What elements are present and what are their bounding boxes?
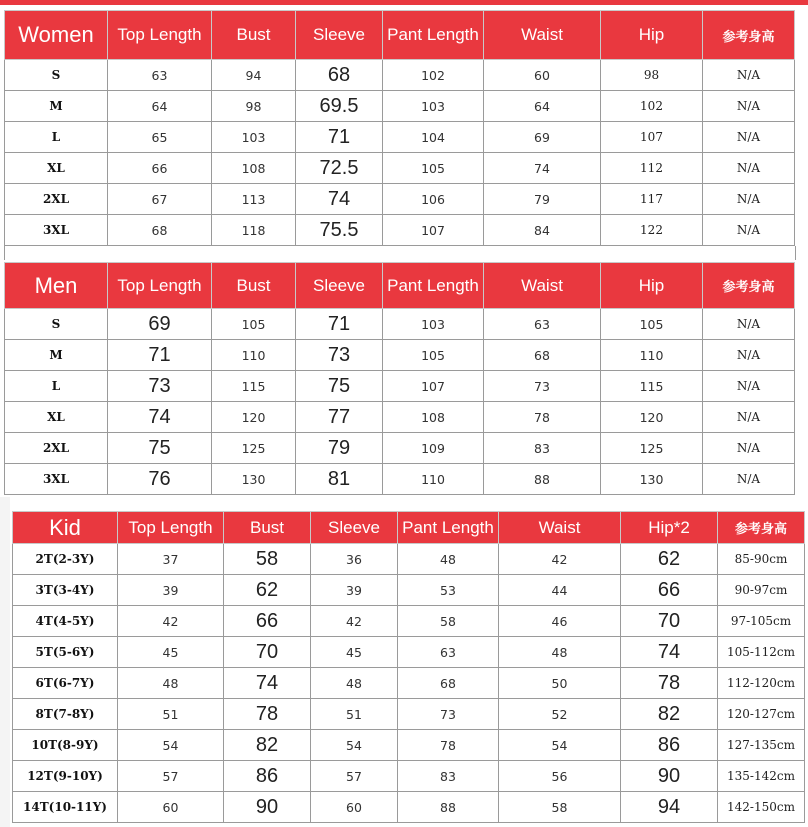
size-label: XL xyxy=(5,153,108,184)
bust-cell: 110 xyxy=(212,340,296,371)
men-header-row xyxy=(5,263,795,309)
height-cell: N/A xyxy=(703,91,795,122)
height-cell: 135-142cm xyxy=(718,761,805,792)
left-shade xyxy=(0,497,10,827)
bust-cell: 58 xyxy=(224,544,311,575)
top-length-cell: 75 xyxy=(108,433,212,464)
table-row xyxy=(5,60,795,91)
header-sleeve: Sleeve xyxy=(296,263,383,309)
pant-length-cell: 109 xyxy=(383,433,484,464)
pant-length-cell: 102 xyxy=(383,60,484,91)
pant-length-cell: 107 xyxy=(383,371,484,402)
top-length-cell: 37 xyxy=(118,544,224,575)
hip-cell: 86 xyxy=(621,730,718,761)
waist-cell: 83 xyxy=(484,433,601,464)
sleeve-cell: 75 xyxy=(296,371,383,402)
height-cell: N/A xyxy=(703,340,795,371)
sleeve-cell: 74 xyxy=(296,184,383,215)
sleeve-cell: 71 xyxy=(296,122,383,153)
size-label: L xyxy=(5,371,108,402)
header-pant-length: Pant Length xyxy=(383,263,484,309)
hip-cell: 105 xyxy=(601,309,703,340)
header-hip: Hip*2 xyxy=(621,512,718,544)
top-length-cell: 73 xyxy=(108,371,212,402)
height-cell: N/A xyxy=(703,184,795,215)
hip-cell: 117 xyxy=(601,184,703,215)
header-reference-height: 参考身高 xyxy=(703,11,795,60)
pant-length-cell: 68 xyxy=(398,668,499,699)
table-row xyxy=(5,340,795,371)
sleeve-cell: 57 xyxy=(311,761,398,792)
hip-cell: 115 xyxy=(601,371,703,402)
size-label: 6T(6-7Y) xyxy=(13,668,118,699)
header-bust: Bust xyxy=(212,11,296,60)
height-cell: 105-112cm xyxy=(718,637,805,668)
header-top-length: Top Length xyxy=(108,11,212,60)
table-row xyxy=(5,433,795,464)
top-length-cell: 57 xyxy=(118,761,224,792)
hip-cell: 102 xyxy=(601,91,703,122)
header-top-length: Top Length xyxy=(118,512,224,544)
header-waist: Waist xyxy=(484,11,601,60)
pant-length-cell: 108 xyxy=(383,402,484,433)
pant-length-cell: 73 xyxy=(398,699,499,730)
size-label: 3T(3-4Y) xyxy=(13,575,118,606)
waist-cell: 46 xyxy=(499,606,621,637)
sleeve-cell: 42 xyxy=(311,606,398,637)
table-row xyxy=(5,184,795,215)
top-length-cell: 69 xyxy=(108,309,212,340)
size-label: 10T(8-9Y) xyxy=(13,730,118,761)
header-bust: Bust xyxy=(224,512,311,544)
sleeve-cell: 54 xyxy=(311,730,398,761)
pant-length-cell: 104 xyxy=(383,122,484,153)
top-length-cell: 63 xyxy=(108,60,212,91)
hip-cell: 62 xyxy=(621,544,718,575)
table-row xyxy=(5,309,795,340)
table-row xyxy=(5,371,795,402)
kid-header-row xyxy=(13,512,805,544)
bust-cell: 105 xyxy=(212,309,296,340)
hip-cell: 94 xyxy=(621,792,718,823)
table-row xyxy=(13,606,805,637)
kid-category-label: Kid xyxy=(13,512,118,544)
men-category-label: Men xyxy=(5,263,108,309)
hip-cell: 120 xyxy=(601,402,703,433)
top-length-cell: 68 xyxy=(108,215,212,246)
top-length-cell: 45 xyxy=(118,637,224,668)
header-hip: Hip xyxy=(601,11,703,60)
hip-cell: 110 xyxy=(601,340,703,371)
size-label: 12T(9-10Y) xyxy=(13,761,118,792)
pant-length-cell: 88 xyxy=(398,792,499,823)
waist-cell: 58 xyxy=(499,792,621,823)
table-row xyxy=(5,464,795,495)
hip-cell: 98 xyxy=(601,60,703,91)
top-length-cell: 74 xyxy=(108,402,212,433)
top-length-cell: 66 xyxy=(108,153,212,184)
sleeve-cell: 77 xyxy=(296,402,383,433)
size-label: S xyxy=(5,309,108,340)
top-length-cell: 48 xyxy=(118,668,224,699)
waist-cell: 56 xyxy=(499,761,621,792)
header-bust: Bust xyxy=(212,263,296,309)
sleeve-cell: 81 xyxy=(296,464,383,495)
table-row xyxy=(13,544,805,575)
pant-length-cell: 48 xyxy=(398,544,499,575)
size-label: S xyxy=(5,60,108,91)
top-length-cell: 76 xyxy=(108,464,212,495)
height-cell: N/A xyxy=(703,309,795,340)
height-cell: 85-90cm xyxy=(718,544,805,575)
pant-length-cell: 105 xyxy=(383,340,484,371)
table-row xyxy=(5,215,795,246)
size-label: M xyxy=(5,91,108,122)
height-cell: N/A xyxy=(703,433,795,464)
bust-cell: 86 xyxy=(224,761,311,792)
size-label: 2XL xyxy=(5,184,108,215)
size-label: 3XL xyxy=(5,215,108,246)
top-length-cell: 39 xyxy=(118,575,224,606)
header-hip: Hip xyxy=(601,263,703,309)
women-size-table xyxy=(4,10,795,246)
bust-cell: 70 xyxy=(224,637,311,668)
size-label: XL xyxy=(5,402,108,433)
header-top-length: Top Length xyxy=(108,263,212,309)
waist-cell: 79 xyxy=(484,184,601,215)
pant-length-cell: 103 xyxy=(383,91,484,122)
height-cell: 127-135cm xyxy=(718,730,805,761)
pant-length-cell: 53 xyxy=(398,575,499,606)
women-category-label: Women xyxy=(5,11,108,60)
size-label: 4T(4-5Y) xyxy=(13,606,118,637)
pant-length-cell: 107 xyxy=(383,215,484,246)
sleeve-cell: 36 xyxy=(311,544,398,575)
bust-cell: 90 xyxy=(224,792,311,823)
pant-length-cell: 110 xyxy=(383,464,484,495)
sleeve-cell: 48 xyxy=(311,668,398,699)
hip-cell: 122 xyxy=(601,215,703,246)
bust-cell: 74 xyxy=(224,668,311,699)
top-length-cell: 51 xyxy=(118,699,224,730)
height-cell: N/A xyxy=(703,60,795,91)
waist-cell: 48 xyxy=(499,637,621,668)
bust-cell: 98 xyxy=(212,91,296,122)
sleeve-cell: 69.5 xyxy=(296,91,383,122)
height-cell: N/A xyxy=(703,153,795,184)
kid-size-table xyxy=(12,511,805,823)
height-cell: 90-97cm xyxy=(718,575,805,606)
top-length-cell: 42 xyxy=(118,606,224,637)
bust-cell: 125 xyxy=(212,433,296,464)
height-cell: 142-150cm xyxy=(718,792,805,823)
hip-cell: 70 xyxy=(621,606,718,637)
hip-cell: 130 xyxy=(601,464,703,495)
bust-cell: 66 xyxy=(224,606,311,637)
waist-cell: 54 xyxy=(499,730,621,761)
hip-cell: 74 xyxy=(621,637,718,668)
header-sleeve: Sleeve xyxy=(311,512,398,544)
height-cell: N/A xyxy=(703,122,795,153)
hip-cell: 112 xyxy=(601,153,703,184)
bust-cell: 120 xyxy=(212,402,296,433)
sleeve-cell: 73 xyxy=(296,340,383,371)
table-row xyxy=(5,122,795,153)
table-row xyxy=(13,668,805,699)
bust-cell: 103 xyxy=(212,122,296,153)
size-label: 14T(10-11Y) xyxy=(13,792,118,823)
height-cell: 112-120cm xyxy=(718,668,805,699)
height-cell: N/A xyxy=(703,371,795,402)
bust-cell: 108 xyxy=(212,153,296,184)
waist-cell: 88 xyxy=(484,464,601,495)
waist-cell: 50 xyxy=(499,668,621,699)
women-header-row xyxy=(5,11,795,60)
top-length-cell: 64 xyxy=(108,91,212,122)
hip-cell: 82 xyxy=(621,699,718,730)
sleeve-cell: 45 xyxy=(311,637,398,668)
table-row xyxy=(13,730,805,761)
header-pant-length: Pant Length xyxy=(398,512,499,544)
bust-cell: 94 xyxy=(212,60,296,91)
sleeve-cell: 79 xyxy=(296,433,383,464)
hip-cell: 107 xyxy=(601,122,703,153)
pant-length-cell: 103 xyxy=(383,309,484,340)
sleeve-cell: 60 xyxy=(311,792,398,823)
height-cell: N/A xyxy=(703,464,795,495)
waist-cell: 73 xyxy=(484,371,601,402)
header-sleeve: Sleeve xyxy=(296,11,383,60)
header-pant-length: Pant Length xyxy=(383,11,484,60)
size-label: M xyxy=(5,340,108,371)
sleeve-cell: 71 xyxy=(296,309,383,340)
waist-cell: 42 xyxy=(499,544,621,575)
table-row xyxy=(5,153,795,184)
top-length-cell: 54 xyxy=(118,730,224,761)
waist-cell: 69 xyxy=(484,122,601,153)
height-cell: N/A xyxy=(703,215,795,246)
pant-length-cell: 106 xyxy=(383,184,484,215)
table-row xyxy=(13,699,805,730)
bust-cell: 78 xyxy=(224,699,311,730)
height-cell: N/A xyxy=(703,402,795,433)
bust-cell: 118 xyxy=(212,215,296,246)
pant-length-cell: 63 xyxy=(398,637,499,668)
top-length-cell: 67 xyxy=(108,184,212,215)
bust-cell: 115 xyxy=(212,371,296,402)
sleeve-cell: 72.5 xyxy=(296,153,383,184)
size-label: 3XL xyxy=(5,464,108,495)
size-label: 8T(7-8Y) xyxy=(13,699,118,730)
table-row xyxy=(5,402,795,433)
header-reference-height: 参考身高 xyxy=(718,512,805,544)
size-label: 2XL xyxy=(5,433,108,464)
header-waist: Waist xyxy=(484,263,601,309)
hip-cell: 125 xyxy=(601,433,703,464)
top-red-rule xyxy=(0,0,808,5)
waist-cell: 60 xyxy=(484,60,601,91)
header-reference-height: 参考身高 xyxy=(703,263,795,309)
pant-length-cell: 83 xyxy=(398,761,499,792)
waist-cell: 78 xyxy=(484,402,601,433)
table-row xyxy=(13,792,805,823)
size-label: 5T(5-6Y) xyxy=(13,637,118,668)
sleeve-cell: 39 xyxy=(311,575,398,606)
men-size-table xyxy=(4,262,795,495)
table-spacer xyxy=(4,246,796,260)
table-row xyxy=(5,91,795,122)
top-length-cell: 60 xyxy=(118,792,224,823)
waist-cell: 63 xyxy=(484,309,601,340)
sleeve-cell: 68 xyxy=(296,60,383,91)
pant-length-cell: 78 xyxy=(398,730,499,761)
waist-cell: 64 xyxy=(484,91,601,122)
table-row xyxy=(13,575,805,606)
waist-cell: 52 xyxy=(499,699,621,730)
waist-cell: 68 xyxy=(484,340,601,371)
hip-cell: 90 xyxy=(621,761,718,792)
bust-cell: 62 xyxy=(224,575,311,606)
height-cell: 97-105cm xyxy=(718,606,805,637)
sleeve-cell: 75.5 xyxy=(296,215,383,246)
size-label: L xyxy=(5,122,108,153)
pant-length-cell: 58 xyxy=(398,606,499,637)
height-cell: 120-127cm xyxy=(718,699,805,730)
hip-cell: 66 xyxy=(621,575,718,606)
waist-cell: 84 xyxy=(484,215,601,246)
bust-cell: 82 xyxy=(224,730,311,761)
sleeve-cell: 51 xyxy=(311,699,398,730)
hip-cell: 78 xyxy=(621,668,718,699)
waist-cell: 44 xyxy=(499,575,621,606)
size-label: 2T(2-3Y) xyxy=(13,544,118,575)
waist-cell: 74 xyxy=(484,153,601,184)
pant-length-cell: 105 xyxy=(383,153,484,184)
top-length-cell: 71 xyxy=(108,340,212,371)
top-length-cell: 65 xyxy=(108,122,212,153)
bust-cell: 130 xyxy=(212,464,296,495)
table-row xyxy=(13,637,805,668)
header-waist: Waist xyxy=(499,512,621,544)
table-row xyxy=(13,761,805,792)
bust-cell: 113 xyxy=(212,184,296,215)
